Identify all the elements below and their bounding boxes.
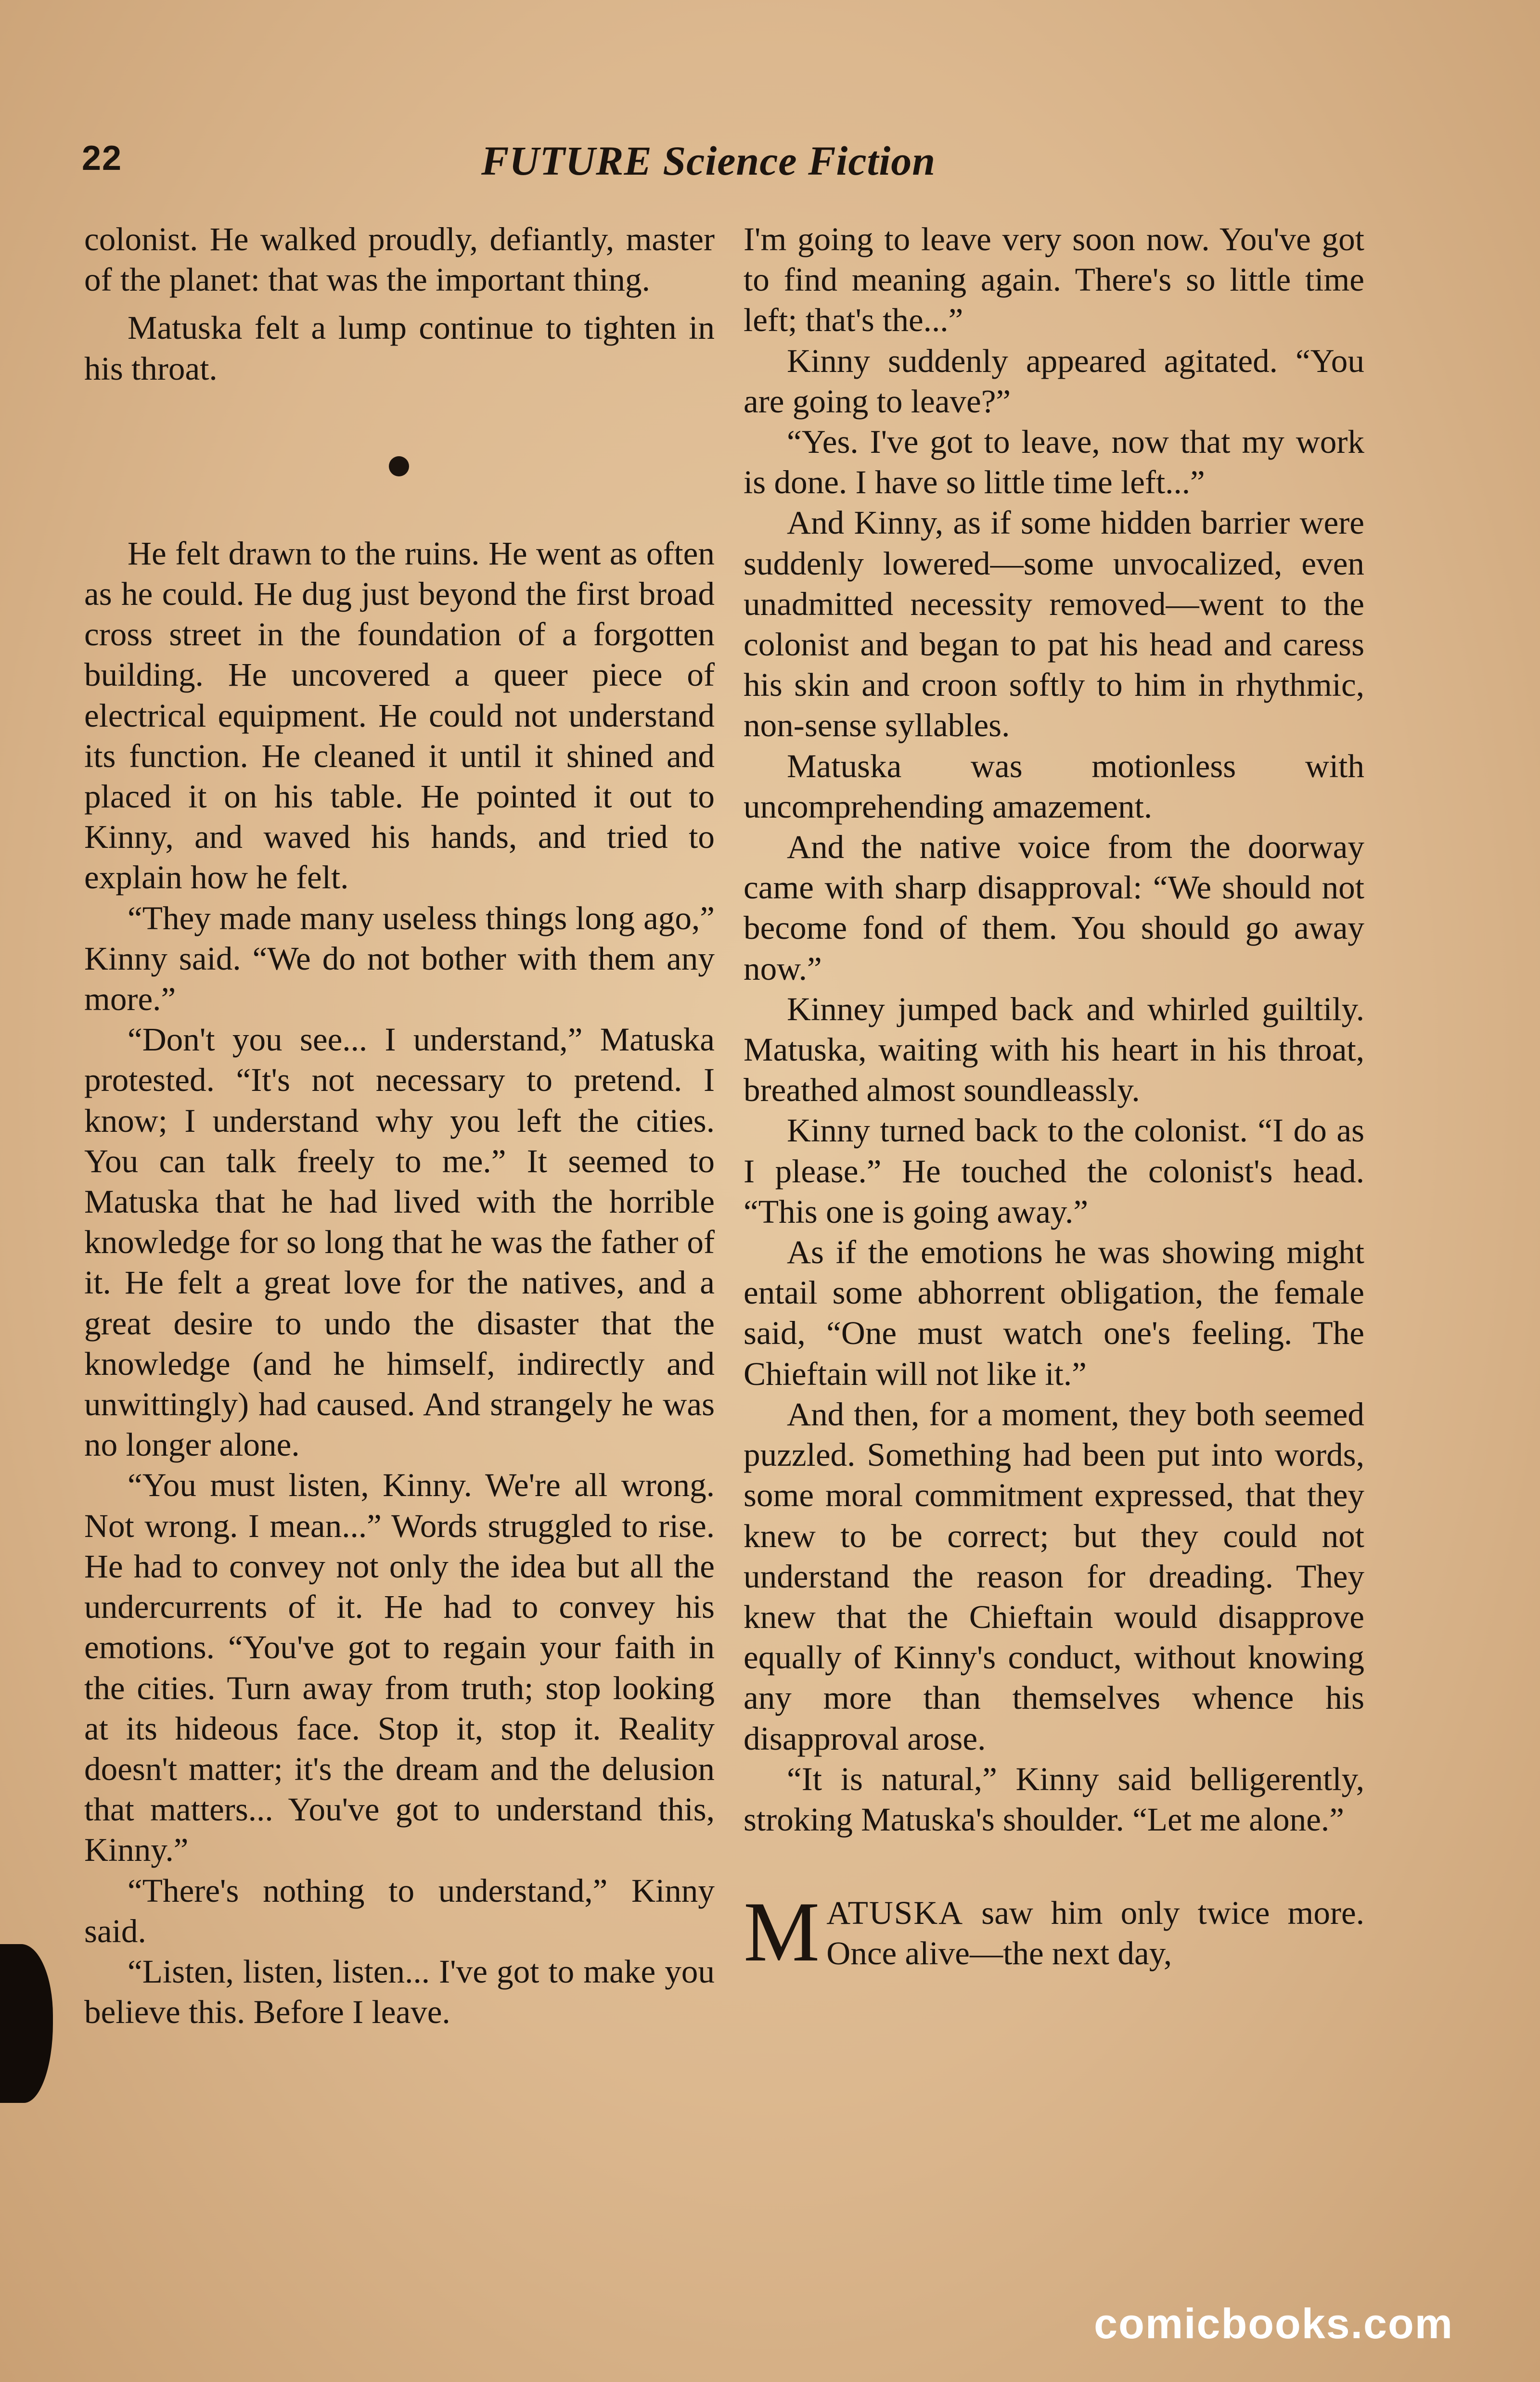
watermark: comicbooks.com [1094, 2300, 1453, 2347]
paragraph-text: saw him only twice more. Once alive—the next day, [826, 1894, 1364, 1972]
paragraph: And Kinny, as if some hidden barrier were suddenly lowered—some unvocalized, even unadmitted necessity removed—went to the colonist and began to pat his head and caress his skin and croon softly to him in rhythmic, non-sense syllables. [744, 504, 1364, 744]
paragraph: As if the emotions he was showing might entail some abhorrent obligation, the female said, “One must watch one's feeling. The Chieftain will not like it.” [744, 1233, 1364, 1392]
paragraph: colonist. He walked proudly, defiantly, master of the planet: that was the important thing. [84, 220, 715, 298]
paragraph: “It is natural,” Kinny said belligerently, stroking Matuska's shoulder. “Let me alone.” [744, 1760, 1364, 1838]
ink-stain [0, 1944, 53, 2103]
paragraph: He felt drawn to the ruins. He went as often as he could. He dug just beyond the first broad cross street in the foundation of a forgotten building. He uncovered a queer piece of electrical equipment. He could not understand its function. He cleaned it until it shined and placed it on his table. He pointed it out to Kinny, and waved his hands, and tried to explain how he felt. [84, 534, 715, 896]
paragraph: “Don't you see... I understand,” Matuska protested. “It's not necessary to pretend. I know; I understand why you left the cities. You can talk freely to me.” It seemed to Matuska that he had lived with the horrible knowledge for so long that he was the father of it. He felt a great love for the natives, and a great desire to undo the disaster that the knowledge (and he himself, indirectly and unwittingly) had caused. And strangely he was no longer alone. [84, 1021, 715, 1463]
paragraph: And then, for a moment, they both seemed puzzled. Something had been put into words, some moral commitment expressed, that they knew to be correct; but they could not understand the reason for dreading. They knew that the Chieftain would disapprove equally of Kinny's conduct, without knowing any more than themselves whence his disapproval arose. [744, 1395, 1364, 1757]
running-title: FUTURE Science Fiction [481, 138, 936, 184]
paragraph-dropcap [744, 1884, 1364, 1980]
page-number: 22 [82, 139, 123, 178]
paragraph: Matuska felt a lump continue to tighten in his throat. [84, 309, 715, 387]
paragraph: I'm going to leave very soon now. You've got to find meaning again. There's so little time left; that's the...” [744, 220, 1364, 339]
paragraph: “Yes. I've got to leave, now that my work is done. I have so little time left...” [744, 423, 1364, 501]
paragraph: Kinney jumped back and whirled guiltily. Matuska, waiting with his heart in his throat, breathed almost soundleassly. [744, 990, 1364, 1109]
section-break-bullet [84, 389, 715, 533]
paragraph: Kinny suddenly appeared agitated. “You are going to leave?” [744, 342, 1364, 420]
paragraph: “They made many useless things long ago,” Kinny said. “We do not bother with them any more.” [84, 899, 715, 1018]
paragraph: Matuska was motionless with uncomprehending amazement. [744, 747, 1364, 825]
drop-cap: M [744, 1884, 820, 1980]
paragraph: Kinny turned back to the colonist. “I do as I please.” He touched the colonist's head. “This one is going away.” [744, 1112, 1364, 1230]
paragraph: And the native voice from the doorway came with sharp disapproval: “We should not become fond of them. You should go away now.” [744, 828, 1364, 987]
paragraph: “There's nothing to understand,” Kinny said. [84, 1871, 715, 1949]
right-column [744, 219, 1364, 1980]
left-column [84, 219, 715, 2032]
small-caps-text: ATUSKA [826, 1894, 964, 1932]
paragraph: “Listen, listen, listen... I've got to make you believe this. Before I leave. [84, 1952, 715, 2031]
paragraph: “You must listen, Kinny. We're all wrong. Not wrong. I mean...” Words struggled to rise. He had to convey not only the idea but all the undercurrents of it. He had to convey his emotions. “You've got to regain your faith in the cities. Turn away from truth; stop looking at its hideous face. Stop it, stop it. Reality doesn't matter; it's the dream and the delusion that matters... You've got to understand this, Kinny.” [84, 1466, 715, 1869]
page-header [0, 139, 1540, 192]
